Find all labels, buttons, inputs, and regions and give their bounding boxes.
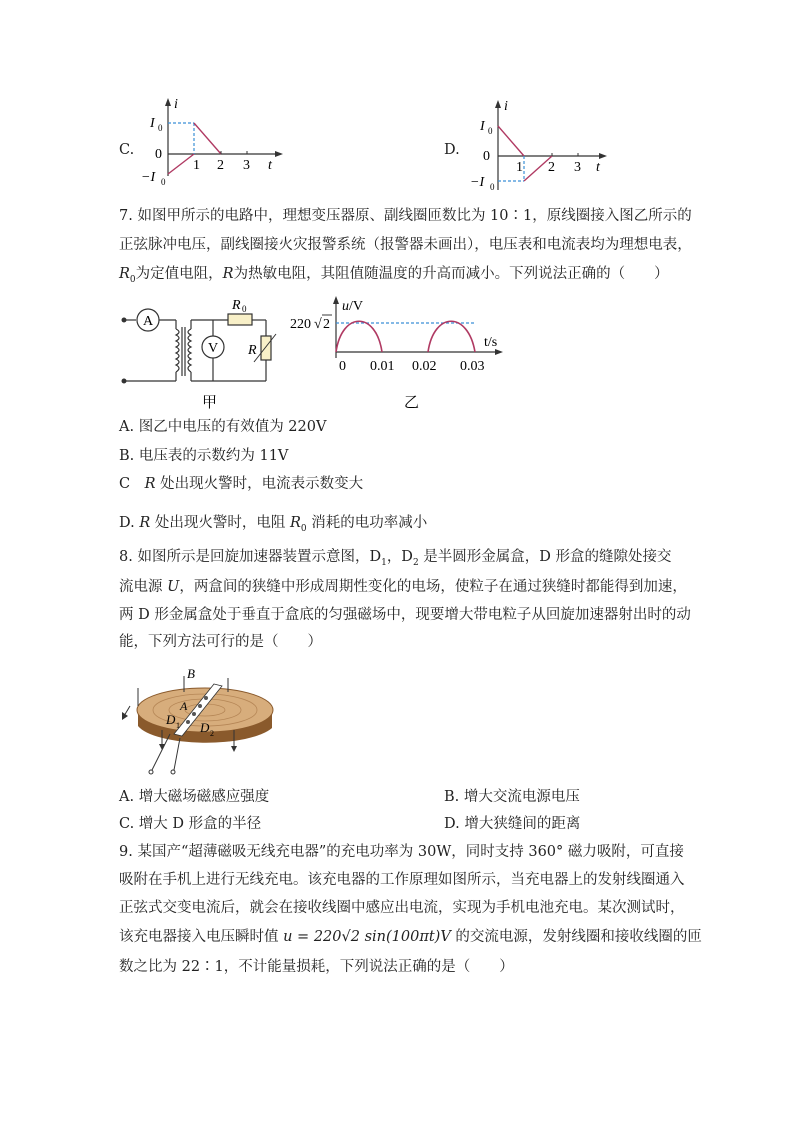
- q7-option-b[interactable]: B. 电压表的示数约为 11V: [119, 448, 289, 464]
- graph-c-t-arrow: [275, 151, 283, 157]
- wave-hump-1: [336, 321, 382, 352]
- primary-coil: [176, 329, 179, 372]
- graph-d-zero: 0: [483, 149, 490, 164]
- graph-c-zero: 0: [155, 147, 162, 162]
- q9-line-1: 9. 某国产“超薄磁吸无线充电器”的充电功率为 30W，同时支持 360° 磁力吸附，可直接: [119, 844, 684, 860]
- r-label: R: [248, 343, 257, 358]
- wave-tick-2: 0.02: [412, 359, 437, 374]
- d1-label: D: [166, 712, 176, 727]
- circuit-caption: 甲: [202, 395, 218, 411]
- wave-x-label: t/s: [484, 335, 498, 350]
- q8-line-3: 两 D 形金属盒处于垂直于盒底的匀强磁场中，现要增大带电粒子从回旋加速器射出时的动: [119, 607, 691, 623]
- q8-option-a[interactable]: A. 增大磁场磁感应强度: [119, 789, 270, 805]
- wave-peak-root: 2: [323, 317, 330, 332]
- b-label: B: [187, 666, 195, 681]
- graph-c-i-arrow: [165, 98, 171, 106]
- graph-c-tick-label-3: 3: [243, 158, 250, 173]
- q7-option-d[interactable]: D. R 处出现火警时，电阻 $R_0$ 消耗的电功率减小: [119, 515, 428, 534]
- q7-option-a[interactable]: A. 图乙中电压的有效值为 220V: [119, 419, 327, 435]
- q7-r0-sub: 0: [129, 274, 136, 285]
- graph-d-segment-1: [498, 126, 524, 156]
- graph-d-t-arrow: [599, 153, 607, 159]
- wave-tick-0: 0: [339, 359, 346, 374]
- r0-label: R: [232, 298, 241, 313]
- r0-label-sub: 0: [242, 304, 247, 314]
- graph-c-neg-i0-sub: 0: [161, 177, 166, 187]
- ammeter-label: A: [143, 314, 154, 329]
- wave-tick-1: 0.01: [370, 359, 395, 374]
- wave-tick-3: 0.03: [460, 359, 485, 374]
- graph-d-tick-label-1: 1: [516, 160, 523, 175]
- graph-d: [468, 96, 618, 194]
- resistor-r0: [228, 314, 252, 325]
- wave-peak-value: 220: [290, 317, 311, 332]
- secondary-coil: [188, 329, 191, 372]
- graph-c-neg-i0: −I: [141, 170, 156, 185]
- option-c-label: C.: [119, 142, 135, 158]
- graph-c-segment-2: [194, 123, 221, 154]
- q8-line-2: 流电源 U，两盒间的狭缝中形成周期性变化的电场，使粒子在通过狭缝时都能得到加速，: [119, 579, 687, 595]
- wave-u-arrow: [333, 296, 339, 304]
- q8-line-1: 8. 如图所示是回旋加速器装置示意图，$D_1$，$D_2$ 是半圆形金属盒，D 形盒的缝隙处接交: [119, 549, 672, 568]
- voltmeter-label: V: [208, 341, 219, 356]
- wave-y-label: u/V: [342, 299, 363, 314]
- q7-option-c[interactable]: C R 处出现火警时，电流表示数变大: [119, 476, 364, 492]
- graph-d-neg-i0-sub: 0: [490, 182, 495, 192]
- a-label: A: [180, 699, 188, 713]
- wave-caption: 乙: [404, 395, 420, 411]
- wave-peak-root-sign: √: [314, 317, 322, 332]
- q7-line-2: 正弦脉冲电压，副线圈接火灾报警系统（报警器未画出），电压表和电流表均为理想电表，: [119, 237, 692, 253]
- q7-line-3b: 为热敏电阻，其阻值随温度的升高而减小。下列说法正确的（ ）: [233, 266, 669, 282]
- voltage-waveform: [288, 294, 510, 414]
- thermistor-r: [261, 336, 271, 360]
- graph-d-i-label: i: [504, 99, 508, 114]
- cyclotron-figure: [118, 662, 278, 780]
- circuit-diagram: [118, 294, 278, 414]
- graph-c-i0-label: I: [150, 116, 155, 131]
- graph-d-i0-label: I: [480, 119, 485, 134]
- d2-sub: 2: [210, 729, 214, 738]
- graph-d-neg-i0: −I: [470, 175, 485, 190]
- q7-r: R: [222, 266, 234, 282]
- q7-line-3a: 为定值电阻，: [135, 266, 223, 282]
- graph-d-i-arrow: [495, 100, 501, 108]
- q7-r0: R: [119, 266, 130, 282]
- graph-c-tick-label-1: 1: [193, 158, 200, 173]
- d2-label: D: [200, 720, 210, 735]
- q8-line-4: 能，下列方法可行的是（ ）: [119, 634, 322, 650]
- graph-c-i0-sub: 0: [158, 123, 163, 133]
- d1-sub: 1: [176, 721, 180, 730]
- q7-line-3: [119, 264, 669, 290]
- graph-d-tick-label-3: 3: [574, 160, 581, 175]
- graph-d-i0-sub: 0: [488, 126, 493, 136]
- graph-c-i-label: i: [174, 97, 178, 112]
- wave-hump-2: [428, 321, 475, 352]
- q7-line-1: 7. 如图甲所示的电路中，理想变压器原、副线圈匝数比为 10∶1，原线圈接入图乙所示的: [119, 208, 692, 224]
- graph-c-t-label: t: [268, 158, 272, 173]
- q9-line-2: 吸附在手机上进行无线充电。该充电器的工作原理如图所示，当充电器上的发射线圈通入: [119, 872, 685, 888]
- q9-line-3: 正弦式交变电流后，就会在接收线圈中感应出电流，实现为手机电池充电。某次测试时，: [119, 900, 685, 916]
- q9-line-4: 该充电器接入电压瞬时值 u = 220√2 sin(100πt)V 的交流电源，发射线圈和接收线圈的匝: [119, 929, 702, 945]
- graph-c-segment-1: [168, 154, 194, 174]
- q9-line-5: 数之比为 22∶1，不计能量损耗，下列说法正确的是（ ）: [119, 959, 514, 975]
- q8-option-d[interactable]: D. 增大狭缝间的距离: [444, 816, 581, 832]
- q8-option-b[interactable]: B. 增大交流电源电压: [444, 789, 580, 805]
- graph-c: [138, 96, 288, 194]
- q8-option-c[interactable]: C. 增大 D 形盒的半径: [119, 816, 262, 832]
- graph-c-tick-label-2: 2: [217, 158, 224, 173]
- graph-d-t-label: t: [596, 160, 600, 175]
- q9-formula: u = 220√2 sin(100πt)V: [283, 929, 451, 945]
- option-d-label: D.: [444, 142, 460, 158]
- graph-d-tick-label-2: 2: [548, 160, 555, 175]
